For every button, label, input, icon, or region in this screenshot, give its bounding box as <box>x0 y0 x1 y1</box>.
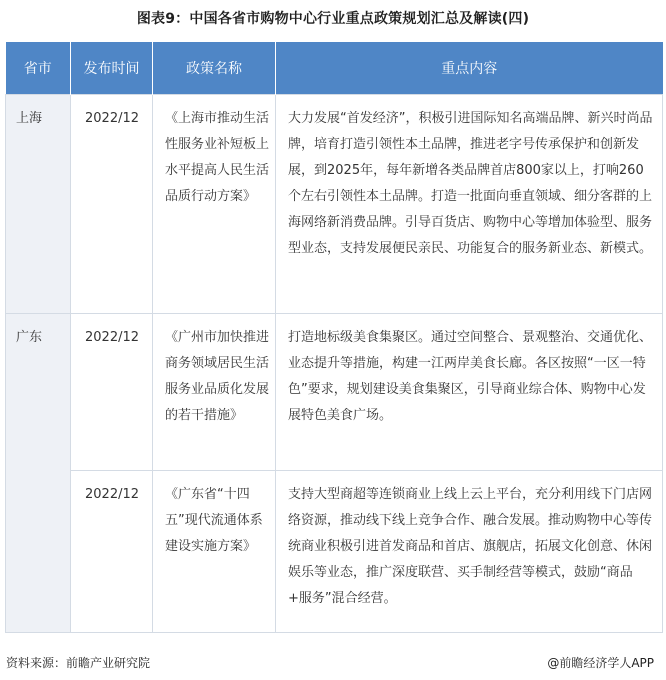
header-province: 省市 <box>6 42 71 95</box>
policy-name-cell <box>153 314 276 471</box>
province-text: 上海 <box>16 111 43 126</box>
policy-content-text: 支持大型商超等连锁商业上线上云上平台，充分利用线下门店网络资源，推动线下线上竞争合作、融合发展。推动购物中心等传统商业积极引进首发商品和首店、旗舰店，拓展文化创意、休闲娱乐等业态，推广深度联营、买手制经营等模式，鼓励“商品+服务”混合经营。 <box>288 487 653 606</box>
policy-content-cell <box>276 471 663 633</box>
chart-title: 图表9：中国各省市购物中心行业重点政策规划汇总及解读(四) <box>136 11 530 27</box>
header-content: 重点内容 <box>276 42 663 95</box>
table-row <box>6 314 663 471</box>
policy-name-cell <box>153 471 276 633</box>
table-row <box>6 95 663 314</box>
policy-content-text: 打造地标级美食集聚区。通过空间整合、景观整治、交通优化、业态提升等措施，构建一江两岸美食长廊。各区按照“一区一特色”要求，规划建设美食集聚区，引导商业综合体、购物中心发展特色美食广场。 <box>288 330 653 423</box>
header-policy: 政策名称 <box>153 42 276 95</box>
policy-content-text: 大力发展“首发经济”，积极引进国际知名高端品牌、新兴时尚品牌，培育打造引领性本土品牌，推进老字号传承保护和创新发展，到2025年，每年新增各类品牌首店800家以上，打响260个左右引领性本土品牌。打造一批面向垂直领域、细分客群的上海网络新消费品牌。引导百货店、购物中心等增加体验型、服务型业态，支持发展便民亲民、功能复合的服务新业态、新模式。 <box>288 111 653 256</box>
province-text: 广东 <box>16 330 43 345</box>
date-text: 2022/12 <box>85 111 140 126</box>
policy-table <box>5 42 663 633</box>
province-cell <box>6 314 71 633</box>
header-date: 发布时间 <box>71 42 153 95</box>
source-note: 资料来源：前瞻产业研究院 <box>6 656 151 670</box>
brand-credit: @前瞻经济学人APP <box>547 656 654 670</box>
table-row <box>6 471 663 633</box>
policy-name-text: 《广东省“十四五”现代流通体系建设实施方案》 <box>165 487 263 554</box>
policy-name-text: 《广州市加快推进商务领域居民生活服务业品质化发展的若干措施》 <box>165 330 270 423</box>
date-cell <box>71 95 153 314</box>
date-cell <box>71 471 153 633</box>
date-text: 2022/12 <box>85 330 140 345</box>
date-text: 2022/12 <box>85 487 140 502</box>
province-cell <box>6 95 71 314</box>
date-cell <box>71 314 153 471</box>
policy-content-cell <box>276 314 663 471</box>
policy-name-text: 《上海市推动生活性服务业补短板上水平提高人民生活品质行动方案》 <box>165 111 270 204</box>
policy-content-cell <box>276 95 663 314</box>
policy-name-cell <box>153 95 276 314</box>
table-header-row <box>6 42 663 95</box>
